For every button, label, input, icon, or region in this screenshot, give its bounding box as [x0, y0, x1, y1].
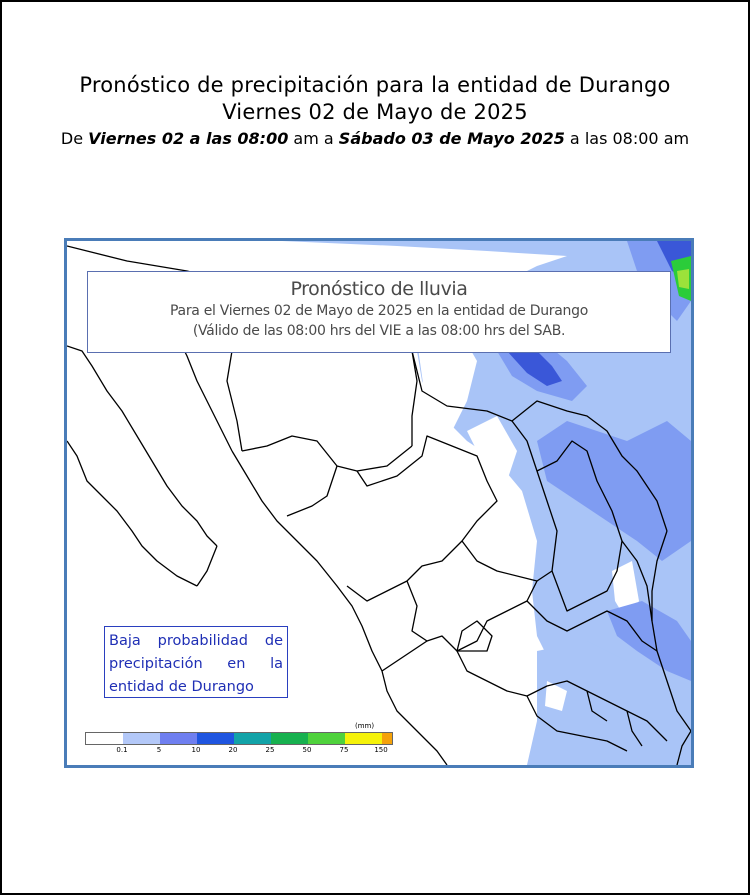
legend-label-5: 50	[302, 746, 312, 754]
legend-label-1: 5	[156, 746, 162, 754]
legend-swatch-8	[382, 733, 392, 744]
subtitle-prefix: De	[60, 129, 89, 148]
legend-labels	[85, 746, 405, 756]
legend-swatch-4	[234, 733, 271, 744]
durango-note: Baja probabilidad de precipitación en la entidad de Durango	[104, 626, 288, 698]
legend-swatch-1	[123, 733, 160, 744]
subtitle-start-suffix: am a	[288, 129, 339, 148]
map-title-line-2: (Válido de las 08:00 hrs del VIE a las 08:00 hrs del SAB.	[192, 323, 566, 339]
legend-label-0: 0.1	[116, 746, 128, 754]
title-line-2: Viernes 02 de Mayo de 2025	[222, 100, 528, 124]
legend-swatch-7	[345, 733, 382, 744]
subtitle-start: Viernes 02 a las 08:00	[88, 129, 289, 148]
legend-label-4: 25	[265, 746, 275, 754]
legend-label-7: 150	[374, 746, 388, 754]
legend-swatch-6	[308, 733, 345, 744]
legend-unit: (mm)	[355, 722, 375, 730]
nayarit-border	[382, 641, 427, 671]
header	[2, 72, 748, 151]
subtitle-end: Sábado 03 de Mayo 2025	[338, 129, 565, 148]
chihuahua-south-border	[242, 436, 412, 471]
legend-bar	[85, 732, 393, 745]
forecast-map	[64, 238, 694, 768]
legend-swatch-2	[160, 733, 197, 744]
chihuahua-east-border	[412, 351, 417, 446]
legend-label-2: 10	[191, 746, 201, 754]
durango-border	[287, 436, 497, 601]
map-title-box	[87, 271, 671, 353]
baja-peninsula-tip	[197, 546, 217, 586]
aguascalientes-border	[457, 621, 492, 651]
validity-subtitle	[2, 127, 748, 151]
legend-swatch-0	[86, 733, 123, 744]
baja-peninsula-west	[67, 441, 197, 586]
title-line-1: Pronóstico de precipitación para la entidad de Durango	[79, 73, 671, 97]
map-title-line-1: Para el Viernes 02 de Mayo de 2025 en la entidad de Durango	[170, 303, 588, 319]
legend-swatch-3	[197, 733, 234, 744]
subtitle-end-suffix: a las 08:00 am	[564, 129, 690, 148]
map-title: Pronóstico de lluvia	[290, 278, 468, 300]
zacatecas-border	[407, 581, 537, 651]
legend-label-3: 20	[228, 746, 238, 754]
legend-swatch-5	[271, 733, 308, 744]
legend-label-6: 75	[339, 746, 349, 754]
